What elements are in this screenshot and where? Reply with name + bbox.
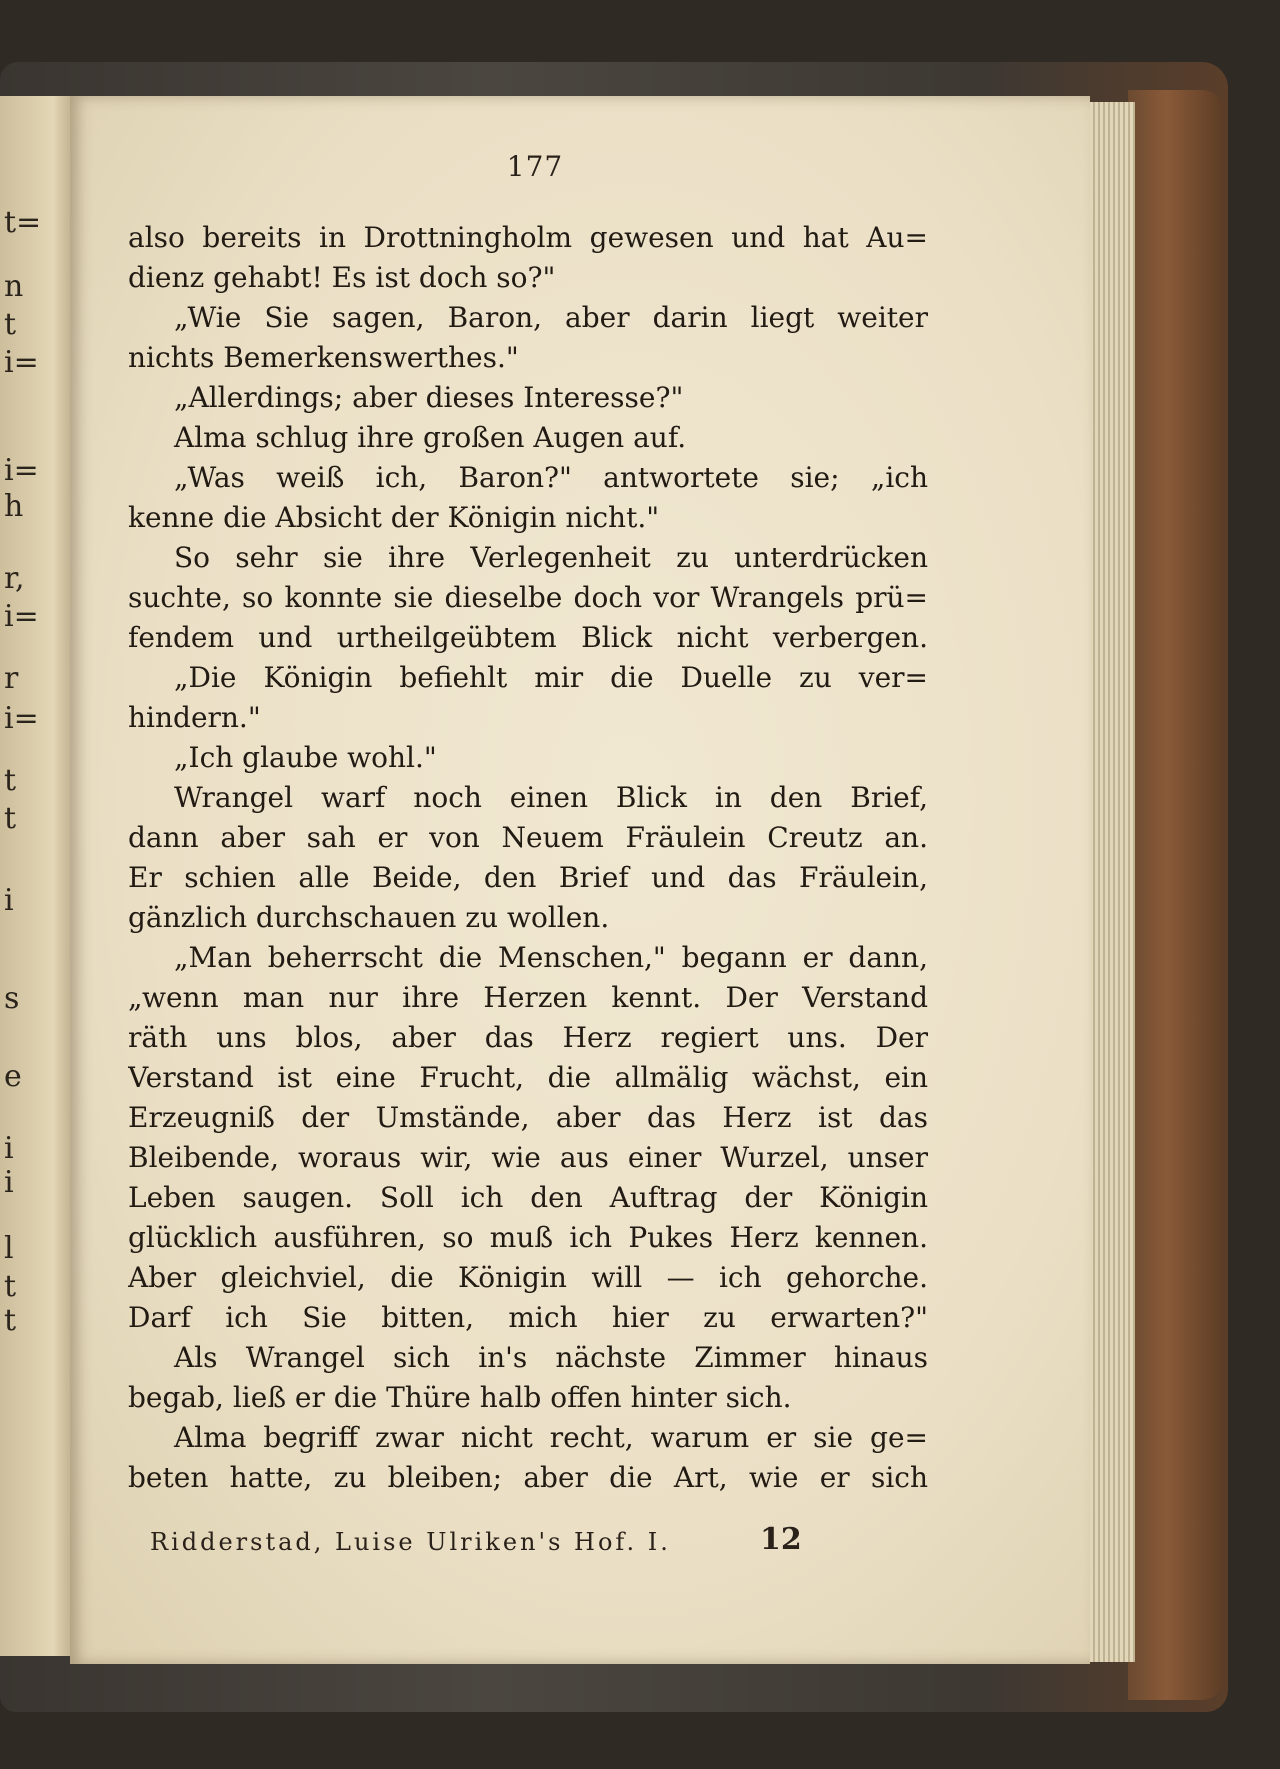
left-page-fragment: i xyxy=(4,1165,14,1200)
footer-sheet-number: 12 xyxy=(760,1522,802,1557)
text-line: dann aber sah er von Neuem Fräulein Creutz an. xyxy=(128,821,928,854)
text-line: „Die Königin befiehlt mir die Duelle zu ver= xyxy=(174,661,928,694)
text-line: Erzeugniß der Umstände, aber das Herz ist das xyxy=(128,1101,928,1134)
text-line: begab, ließ er die Thüre halb offen hinter sich. xyxy=(128,1381,792,1414)
text-line: Bleibende, woraus wir, wie aus einer Wurzel, unser xyxy=(128,1141,928,1174)
text-line: dienz gehabt! Es ist doch so?" xyxy=(128,261,556,294)
text-line: Aber gleichviel, die Königin will — ich gehorche. xyxy=(128,1261,928,1294)
left-page-fragment: s xyxy=(4,981,20,1016)
left-page-fragment: i xyxy=(4,1131,14,1166)
page-text xyxy=(128,218,928,1498)
left-page-fragment: t xyxy=(4,1269,17,1304)
text-line: Als Wrangel sich in's nächste Zimmer hinaus xyxy=(174,1341,928,1374)
text-line: Alma begriff zwar nicht recht, warum er sie ge= xyxy=(174,1421,928,1454)
left-page-fragment: t xyxy=(4,307,17,342)
text-line: Verstand ist eine Frucht, die allmälig wächst, ein xyxy=(128,1061,928,1094)
left-page-fragment: l xyxy=(4,1231,14,1266)
text-line: „wenn man nur ihre Herzen kennt. Der Verstand xyxy=(128,981,928,1014)
text-line: hindern." xyxy=(128,701,261,734)
left-page-fragment: n xyxy=(4,269,24,304)
text-line: Darf ich Sie bitten, mich hier zu erwarten?" xyxy=(128,1301,928,1334)
text-line: „Was weiß ich, Baron?" antwortete sie; „ich xyxy=(174,461,928,494)
left-page-fragment: r, xyxy=(4,561,25,596)
left-page-fragment: i= xyxy=(4,599,39,634)
left-page-fragment: t xyxy=(4,1303,17,1338)
text-line: gänzlich durchschauen zu wollen. xyxy=(128,901,610,934)
text-line: „Wie Sie sagen, Baron, aber darin liegt weiter xyxy=(174,301,928,334)
footer-signature: Ridderstad, Luise Ulriken's Hof. I. xyxy=(150,1528,671,1556)
left-page-fragment: t xyxy=(4,801,17,836)
page-number: 177 xyxy=(506,150,564,183)
page-footer xyxy=(150,1522,810,1558)
text-line: kenne die Absicht der Königin nicht." xyxy=(128,501,660,534)
text-line: suchte, so konnte sie dieselbe doch vor Wrangels prü= xyxy=(128,581,928,614)
left-page-fragment: e xyxy=(4,1059,22,1094)
text-line: „Allerdings; aber dieses Interesse?" xyxy=(174,381,684,414)
left-page-fragment: t= xyxy=(4,205,42,240)
left-page-fragment: i= xyxy=(4,345,39,380)
book-cover-edge xyxy=(1128,90,1224,1700)
text-line: Wrangel warf noch einen Blick in den Brief, xyxy=(174,781,928,814)
text-line: räth uns blos, aber das Herz regiert uns. Der xyxy=(128,1021,928,1054)
text-line: Er schien alle Beide, den Brief und das Fräulein, xyxy=(128,861,928,894)
left-page-fragment: i xyxy=(4,883,14,918)
left-page-fragment: r xyxy=(4,661,19,696)
left-page-fragment: i= xyxy=(4,453,39,488)
text-line: also bereits in Drottningholm gewesen und hat Au= xyxy=(128,221,928,254)
left-page-fragment: h xyxy=(4,489,24,524)
left-page-edge xyxy=(0,96,76,1656)
left-page-fragment: i= xyxy=(4,701,39,736)
text-line: Leben saugen. Soll ich den Auftrag der Königin xyxy=(128,1181,928,1214)
text-line: beten hatte, zu bleiben; aber die Art, wie er sich xyxy=(128,1461,928,1494)
text-line: Alma schlug ihre großen Augen auf. xyxy=(174,421,687,454)
left-page-fragment: t xyxy=(4,763,17,798)
text-line: nichts Bemerkenswerthes." xyxy=(128,341,519,374)
text-line: glücklich ausführen, so muß ich Pukes Herz kennen. xyxy=(128,1221,928,1254)
text-line: „Man beherrscht die Menschen," begann er dann, xyxy=(174,941,928,974)
text-line: So sehr sie ihre Verlegenheit zu unterdrücken xyxy=(174,541,928,574)
text-line: fendem und urtheilgeübtem Blick nicht verbergen. xyxy=(128,621,928,654)
text-line: „Ich glaube wohl." xyxy=(174,741,437,774)
